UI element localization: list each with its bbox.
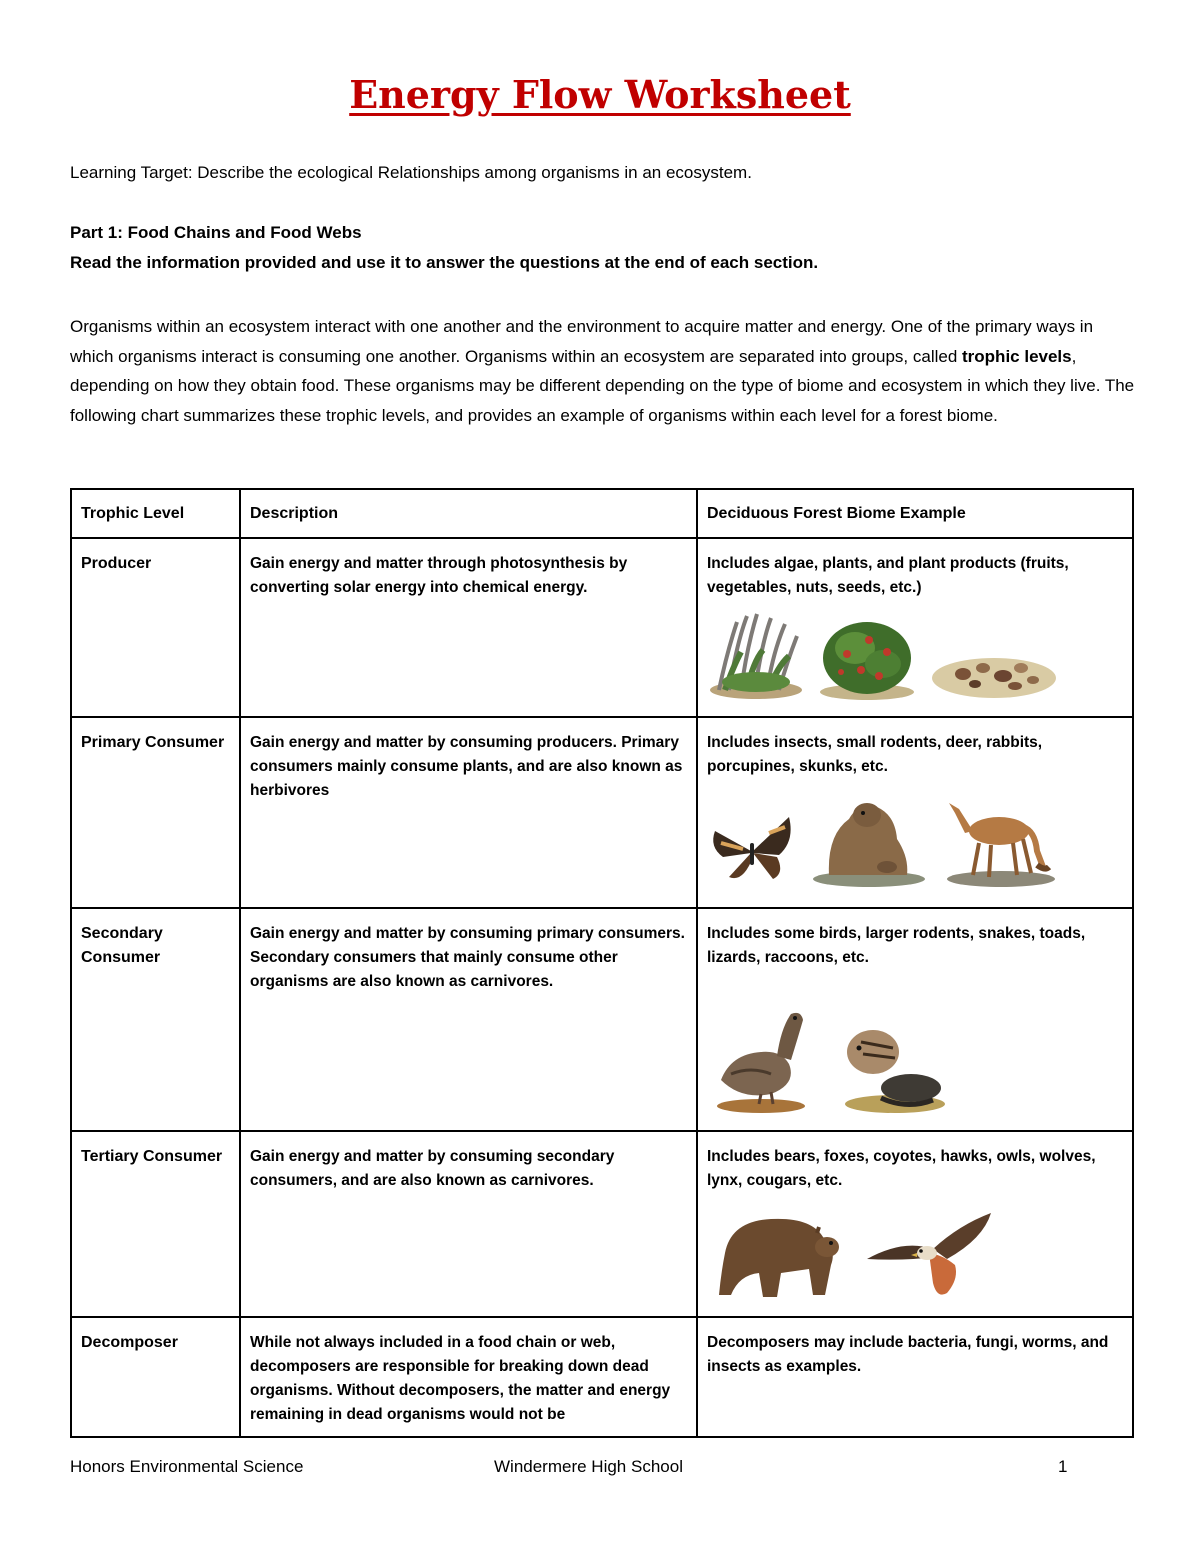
- level-secondary-consumer: Secondary Consumer: [71, 908, 240, 1131]
- description-producer: Gain energy and matter through photosynthesis by converting solar energy into chemical energy.: [240, 538, 697, 717]
- header-biome-example: Deciduous Forest Biome Example: [697, 489, 1133, 538]
- description-decomposer: While not always included in a food chain or web, decomposers are responsible for breaking down dead organisms. Without decomposers, the matter and energy remaining in dead organisms would not be: [240, 1317, 697, 1437]
- description-primary-consumer: Gain energy and matter by consuming producers. Primary consumers mainly consume plants, and are also known as herbivores: [240, 717, 697, 908]
- intro-text-end: , depending on how they obtain food. These organisms may be different depending on the type of biome and ecosystem in which they live. The following chart summarizes these trophic levels, and provides an example of organisms within each level for a forest biome.: [70, 346, 1135, 425]
- header-trophic-level: Trophic Level: [71, 489, 240, 538]
- example-producer: [697, 538, 1133, 717]
- tertiary-consumer-illustrations: [707, 1203, 1123, 1301]
- intro-text-start: Organisms within an ecosystem interact with one another and the environment to acquire matter and energy. One of the primary ways in which organisms interact is consuming one another. Organisms within an ecosystem are separated into groups, called: [70, 317, 1094, 366]
- deer-icon: [941, 791, 1057, 887]
- table-row: [71, 538, 1133, 717]
- footer-school: Windermere High School: [494, 1457, 683, 1476]
- example-decomposer: Decomposers may include bacteria, fungi, worms, and insects as examples.: [697, 1317, 1133, 1437]
- grass-clump-icon: [707, 612, 805, 700]
- header-description: Description: [240, 489, 697, 538]
- example-text-producer: Includes algae, plants, and plant products (fruits, vegetables, nuts, seeds, etc.): [707, 555, 1069, 596]
- table-row: [71, 1317, 1133, 1437]
- level-decomposer: Decomposer: [71, 1317, 240, 1437]
- intro-bold-term: trophic levels: [962, 346, 1072, 366]
- level-producer: Producer: [71, 538, 240, 717]
- example-text-tertiary-consumer: Includes bears, foxes, coyotes, hawks, owls, wolves, lynx, cougars, etc.: [707, 1148, 1096, 1189]
- bear-icon: [711, 1203, 843, 1301]
- example-secondary-consumer: [697, 908, 1133, 1131]
- description-tertiary-consumer: Gain energy and matter by consuming secondary consumers, and are also known as carnivores.: [240, 1131, 697, 1317]
- example-text-secondary-consumer: Includes some birds, larger rodents, snakes, toads, lizards, raccoons, etc.: [707, 925, 1086, 966]
- level-primary-consumer: Primary Consumer: [71, 717, 240, 908]
- table-header-row: [71, 489, 1133, 538]
- chipmunk-icon: [837, 1018, 947, 1114]
- level-tertiary-consumer: Tertiary Consumer: [71, 1131, 240, 1317]
- grouse-bird-icon: [711, 1004, 811, 1114]
- table-row: [71, 1131, 1133, 1317]
- worksheet-title: Energy Flow Worksheet: [349, 72, 851, 117]
- producer-illustrations: [707, 612, 1123, 700]
- example-tertiary-consumer: [697, 1131, 1133, 1317]
- description-secondary-consumer: Gain energy and matter by consuming primary consumers. Secondary consumers that mainly consume other organisms are also known as carnivores.: [240, 908, 697, 1131]
- butterfly-icon: [707, 813, 797, 887]
- intro-paragraph: [70, 312, 1140, 430]
- berry-bush-icon: [817, 618, 917, 700]
- secondary-consumer-illustrations: [707, 1004, 1123, 1114]
- primary-consumer-illustrations: [707, 791, 1123, 887]
- table-row: [71, 908, 1133, 1131]
- example-primary-consumer: [697, 717, 1133, 908]
- part-instruction: Read the information provided and use it to answer the questions at the end of each section.: [70, 253, 819, 272]
- hawk-icon: [863, 1209, 997, 1301]
- learning-target: Learning Target: Describe the ecological Relationships among organisms in an ecosystem.: [70, 163, 752, 182]
- trophic-level-table: [70, 488, 1134, 1438]
- part-heading: Part 1: Food Chains and Food Webs: [70, 223, 362, 242]
- groundhog-icon: [809, 795, 929, 887]
- seeds-nuts-icon: [929, 638, 1059, 700]
- example-text-primary-consumer: Includes insects, small rodents, deer, rabbits, porcupines, skunks, etc.: [707, 734, 1043, 775]
- footer-course: Honors Environmental Science: [70, 1457, 304, 1476]
- footer-page-number: 1: [1058, 1457, 1068, 1476]
- table-row: [71, 717, 1133, 908]
